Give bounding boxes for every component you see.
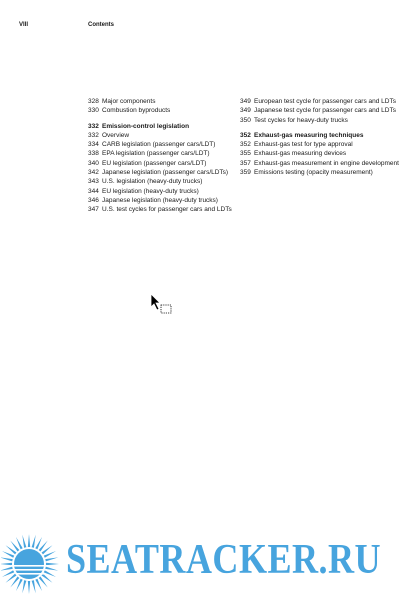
sun-ray bbox=[16, 537, 23, 549]
toc-page-number: 349 bbox=[240, 107, 251, 115]
toc-title: European test cycle for passenger cars and LDTs bbox=[254, 98, 396, 105]
toc-title: EU legislation (heavy-duty trucks) bbox=[102, 187, 199, 195]
page-number: VIII bbox=[19, 22, 29, 28]
page-title: Contents bbox=[88, 22, 114, 28]
sun-ray bbox=[44, 551, 56, 558]
toc-entry[interactable] bbox=[88, 106, 233, 115]
toc-section-heading[interactable] bbox=[88, 122, 233, 131]
toc-title: Exhaust-gas measuring devices bbox=[254, 150, 347, 158]
sun-ray bbox=[22, 535, 26, 548]
toc-title: Major components bbox=[102, 98, 156, 105]
toc-title: Japanese legislation (passenger cars/LDTs) bbox=[102, 169, 229, 177]
toc-title: CARB legislation (passenger cars/LDT) bbox=[102, 141, 216, 149]
toc-title: Japanese test cycle for passenger cars and LDTs bbox=[254, 107, 396, 115]
toc-title: Exhaust-gas measuring techniques bbox=[254, 131, 364, 139]
toc-entry[interactable] bbox=[88, 196, 233, 205]
toc-title: Test cycles for heavy-duty trucks bbox=[254, 116, 348, 124]
toc-entry[interactable] bbox=[240, 140, 400, 149]
toc-entry[interactable] bbox=[240, 159, 400, 168]
toc-entry[interactable] bbox=[88, 131, 233, 140]
watermark-text: SEATRACKER.RU bbox=[66, 537, 382, 583]
toc-title: Overview bbox=[102, 131, 130, 139]
toc-title: Emissions testing (opacity measurement) bbox=[254, 169, 373, 177]
toc-page-number: 357 bbox=[240, 159, 251, 167]
sun-ray bbox=[1, 567, 13, 571]
toc-entry[interactable] bbox=[88, 187, 233, 196]
toc-entry[interactable] bbox=[88, 149, 233, 158]
sun-ray bbox=[44, 570, 56, 577]
toc-title: Exhaust-gas test for type approval bbox=[254, 141, 353, 149]
toc-entry[interactable] bbox=[88, 168, 233, 177]
toc-page-number: 334 bbox=[88, 141, 99, 149]
sun-ray bbox=[2, 570, 14, 577]
toc-page-number: 338 bbox=[88, 150, 99, 158]
toc-entry[interactable] bbox=[88, 177, 233, 186]
arrow-cursor-icon bbox=[150, 293, 174, 317]
toc-entry[interactable] bbox=[240, 116, 400, 125]
toc-page-number: 330 bbox=[88, 107, 99, 115]
sun-ray bbox=[28, 581, 30, 594]
toc-page-number: 349 bbox=[240, 98, 251, 105]
toc-title: Japanese legislation (heavy-duty trucks) bbox=[102, 196, 218, 204]
sun-ray bbox=[46, 563, 59, 565]
toc-page-number: 332 bbox=[88, 131, 99, 139]
sun-ray bbox=[1, 557, 13, 561]
toc-page-number: 340 bbox=[88, 159, 99, 167]
sun-ray bbox=[28, 534, 30, 547]
toc-entry[interactable] bbox=[88, 159, 233, 168]
sun-ray bbox=[35, 579, 42, 591]
toc-page-number: 355 bbox=[240, 150, 251, 158]
toc-entry[interactable] bbox=[88, 97, 233, 106]
toc-page-number: 347 bbox=[88, 206, 99, 214]
toc-page-number: 344 bbox=[88, 187, 99, 195]
toc-page-number: 359 bbox=[240, 169, 251, 177]
toc-page-number: 343 bbox=[88, 178, 99, 186]
sun-ray bbox=[35, 537, 42, 549]
toc-right-column bbox=[240, 97, 400, 177]
toc-entry[interactable] bbox=[240, 97, 400, 106]
toc-page-number: 352 bbox=[240, 131, 251, 139]
toc-page-number: 350 bbox=[240, 116, 251, 124]
sun-ray bbox=[45, 567, 58, 571]
toc-title: U.S. test cycles for passenger cars and LDTs bbox=[102, 206, 232, 214]
sun-ray bbox=[32, 535, 36, 548]
toc-page-number: 346 bbox=[88, 196, 99, 204]
toc-entry[interactable] bbox=[240, 149, 400, 158]
toc-page-number: 352 bbox=[240, 141, 251, 149]
toc-page-number: 342 bbox=[88, 169, 99, 177]
sun-ray bbox=[16, 579, 23, 591]
sun-ray bbox=[1, 563, 12, 565]
toc-title: U.S. legislation (heavy-duty trucks) bbox=[102, 178, 203, 186]
toc-section-heading[interactable] bbox=[240, 131, 400, 140]
toc-title: Exhaust-gas measurement in engine development bbox=[254, 159, 399, 167]
toc-entry[interactable] bbox=[240, 168, 400, 177]
toc-title: EPA legislation (passenger cars/LDT) bbox=[102, 150, 210, 158]
sun-logo-icon bbox=[1, 534, 69, 596]
sun-ray bbox=[32, 580, 36, 593]
toc-title: Emission-control legislation bbox=[102, 122, 190, 130]
toc-entry[interactable] bbox=[240, 106, 400, 115]
toc-title: EU legislation (passenger cars/LDT) bbox=[102, 159, 207, 167]
toc-page-number: 328 bbox=[88, 98, 99, 105]
sun-ray bbox=[22, 580, 26, 593]
toc-left-column bbox=[88, 97, 233, 215]
toc-title: Combustion byproducts bbox=[102, 107, 171, 115]
toc-entry[interactable] bbox=[88, 205, 233, 214]
toc-entry[interactable] bbox=[88, 140, 233, 149]
sun-ray bbox=[45, 557, 58, 561]
sun-ray bbox=[2, 551, 14, 558]
toc-page-number: 332 bbox=[88, 122, 99, 130]
